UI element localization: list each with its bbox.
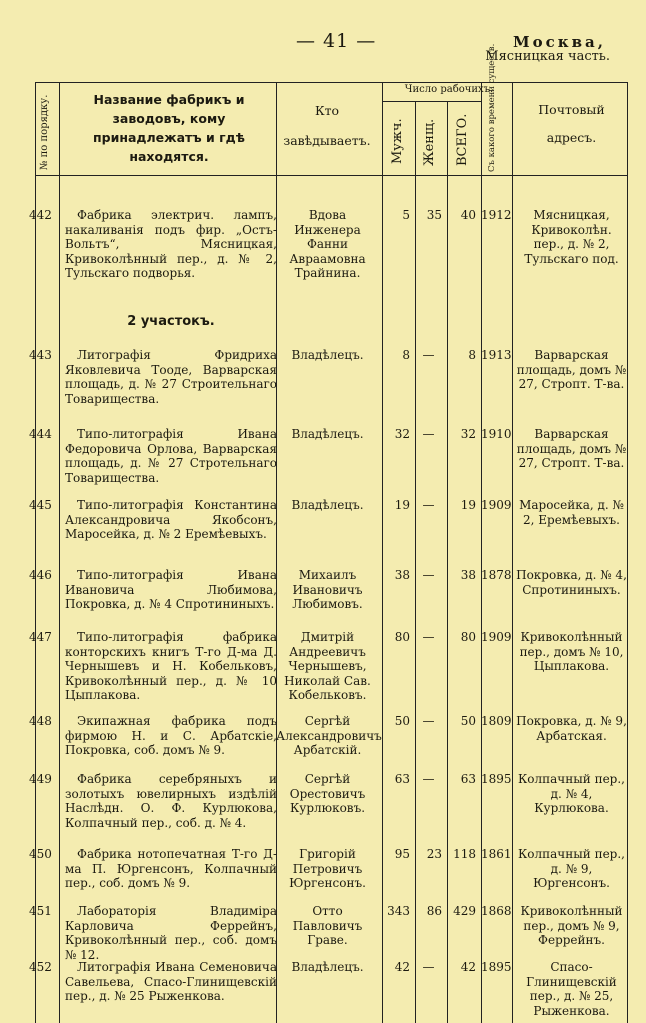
factory-name: Типо-литографія Константина Александровича Якобсонъ, Маросейка, д. № 2 Еремѣевыхъ. [65, 498, 277, 542]
table-rule [35, 82, 36, 1023]
workers-women: — [422, 427, 435, 441]
workers-total: 32 [460, 427, 476, 441]
factory-name: Фабрика серебряныхъ и золотыхъ ювелирныхъ издѣлій Наслѣдн. О. Ф. Курлюкова, Колпачный пер., соб. д. № 4. [65, 772, 277, 830]
workers-total: 118 [453, 847, 476, 861]
table-rule [35, 175, 628, 176]
workers-women: — [422, 568, 435, 582]
workers-total: 429 [453, 904, 476, 918]
workers-total: 19 [460, 498, 476, 512]
factory-name: Типо-литографія Ивана Ивановича Любимова, Покровка, д. № 4 Спротининыхъ. [65, 568, 277, 612]
column-header-men: Мужч. [390, 118, 405, 164]
row-number: 444 [29, 427, 52, 441]
workers-year: 1910 [481, 427, 512, 441]
column-header-total: ВСЕГО. [455, 113, 470, 166]
manager: Владѣлецъ. [291, 348, 364, 362]
row-number: 445 [29, 498, 52, 512]
workers-year: 1909 [481, 498, 512, 512]
factory-name: Экипажная фабрика подъ фирмою Н. и С. Арбатскіе, Покровка, соб. домъ № 9. [65, 714, 277, 758]
workers-year: 1861 [481, 847, 512, 861]
workers-year: 1868 [481, 904, 512, 918]
table-rule [512, 82, 513, 1023]
workers-total: 38 [460, 568, 476, 582]
manager: Сергѣй Александровичъ Арбатскій. [276, 714, 382, 758]
table-rule [447, 101, 448, 1023]
district-subtitle: Мясницкая часть. [485, 49, 610, 64]
table-rule [481, 82, 482, 1023]
section-heading: 2 участокъ. [127, 314, 215, 329]
row-number: 443 [29, 348, 52, 362]
workers-women: — [422, 714, 435, 728]
manager: Михаилъ Ивановичъ Любимовъ. [292, 568, 363, 612]
row-number: 451 [29, 904, 52, 918]
workers-men: 343 [387, 904, 410, 918]
workers-women: 23 [426, 847, 442, 861]
workers-men: 42 [394, 960, 410, 974]
workers-women: — [422, 630, 435, 644]
table-rule [382, 101, 482, 102]
manager: Владѣлецъ. [291, 427, 364, 441]
table-rule [59, 82, 60, 1023]
column-header-women: Женщ. [422, 118, 437, 166]
workers-men: 38 [394, 568, 410, 582]
manager: Дмитрій Андреевичъ Чернышевъ, Николай Сав. Кобельковъ. [284, 630, 371, 703]
manager: Григорій Петровичъ Юргенсонъ. [289, 847, 366, 891]
workers-total: 63 [460, 772, 476, 786]
factory-name: Фабрика электрич. лампъ, накаливанія подъ фир. „Остъ-Вольтъ“, Мясницкая, Кривоколѣнный пер., д. № 2, Тульскаго подворья. [65, 208, 277, 281]
workers-year: 1912 [481, 208, 512, 222]
factory-name: Лабораторія Владиміра Карловича Феррейнъ, Кривоколѣнный пер., соб. домъ № 12. [65, 904, 277, 962]
postal-address: Колпачный пер., д. № 4, Курлюкова. [518, 772, 625, 816]
manager: Вдова Инженера Фанни Авраамовна Трайнина. [289, 208, 366, 281]
postal-address: Покровка, д. № 9, Арбатская. [516, 714, 627, 743]
column-header-since: Съ какого времени существ. [487, 43, 497, 172]
table-rule [35, 82, 628, 83]
workers-year: 1878 [481, 568, 512, 582]
workers-men: 95 [394, 847, 410, 861]
table-rule [415, 101, 416, 1023]
postal-address: Кривоколѣнный пер., домъ № 9, Феррейнъ. [520, 904, 623, 948]
page-number: — 41 — [296, 30, 377, 52]
workers-women: — [422, 960, 435, 974]
factory-name: Литографія Фридриха Яковлевича Тооде, Варварская площадь, д. № 27 Строительнаго Товарищества. [65, 348, 277, 406]
row-number: 446 [29, 568, 52, 582]
manager: Владѣлецъ. [291, 960, 364, 974]
workers-women: — [422, 348, 435, 362]
row-number: 442 [29, 208, 52, 222]
row-number: 447 [29, 630, 52, 644]
workers-women: — [422, 772, 435, 786]
column-header-address: Почтовый адресъ. [538, 102, 605, 145]
page-header [0, 0, 646, 70]
workers-total: 80 [460, 630, 476, 644]
postal-address: Кривоколѣнный пер., домъ № 10, Цыплакова. [519, 630, 624, 674]
factory-name: Типо-литографія Ивана Федоровича Орлова, Варварская площадь, д. № 27 Стротельнаго Товарищества. [65, 427, 277, 485]
postal-address: Варварская площадь, домъ № 27, Стропт. Т-ва. [516, 348, 627, 392]
workers-year: 1895 [481, 772, 512, 786]
postal-address: Варварская площадь, домъ № 27, Стропт. Т-ва. [516, 427, 627, 471]
postal-address: Мясницкая, Кривоколѣн. пер., д. № 2, Тульскаго под. [524, 208, 619, 266]
row-number: 450 [29, 847, 52, 861]
column-header-who: Кто завѣдываетъ. [283, 103, 371, 148]
workers-men: 63 [394, 772, 410, 786]
city-title: Москва, [513, 33, 606, 51]
table-rule [382, 82, 383, 1023]
workers-men: 8 [402, 348, 410, 362]
postal-address: Спасо-Глинищевскій пер., д. № 25, Рыженкова. [526, 960, 617, 1018]
row-number: 449 [29, 772, 52, 786]
workers-women: 35 [426, 208, 442, 222]
factory-name: Типо-литографія фабрика конторскихъ книгъ Т-го Д-ма Д. Чернышевъ и Н. Кобельковъ, Кривоколѣнный пер., д. № 10 Цыплакова. [65, 630, 277, 703]
workers-men: 5 [402, 208, 410, 222]
workers-year: 1913 [481, 348, 512, 362]
workers-year: 1809 [481, 714, 512, 728]
workers-total: 50 [460, 714, 476, 728]
workers-men: 19 [394, 498, 410, 512]
workers-total: 42 [460, 960, 476, 974]
column-header-name: Название фабрикъ и заводовъ, кому принадлежатъ и гдѣ находятся. [93, 92, 245, 164]
factory-name: Литографія Ивана Семеновича Савельева, Спасо-Глинищевскій пер., д. № 25 Рыженкова. [65, 960, 277, 1004]
workers-men: 80 [394, 630, 410, 644]
workers-year: 1909 [481, 630, 512, 644]
workers-men: 32 [394, 427, 410, 441]
workers-total: 40 [460, 208, 476, 222]
row-number: 452 [29, 960, 52, 974]
workers-total: 8 [468, 348, 476, 362]
column-header-workers: Число рабочихъ. [404, 84, 494, 95]
manager: Владѣлецъ. [291, 498, 364, 512]
workers-women: — [422, 498, 435, 512]
row-number: 448 [29, 714, 52, 728]
manager: Отто Павловичъ Граве. [292, 904, 363, 948]
postal-address: Колпачный пер., д. № 9, Юргенсонъ. [518, 847, 625, 891]
factory-name: Фабрика нотопечатная Т-го Д-ма П. Юргенсонъ, Колпачный пер., соб. домъ № 9. [65, 847, 277, 891]
workers-year: 1895 [481, 960, 512, 974]
postal-address: Покровка, д. № 4, Спротининыхъ. [516, 568, 627, 597]
manager: Сергѣй Орестовичъ Курлюковъ. [289, 772, 366, 816]
postal-address: Маросейка, д. № 2, Еремѣевыхъ. [519, 498, 624, 527]
workers-men: 50 [394, 714, 410, 728]
workers-women: 86 [426, 904, 442, 918]
column-header-no: № по порядку. [39, 94, 50, 170]
